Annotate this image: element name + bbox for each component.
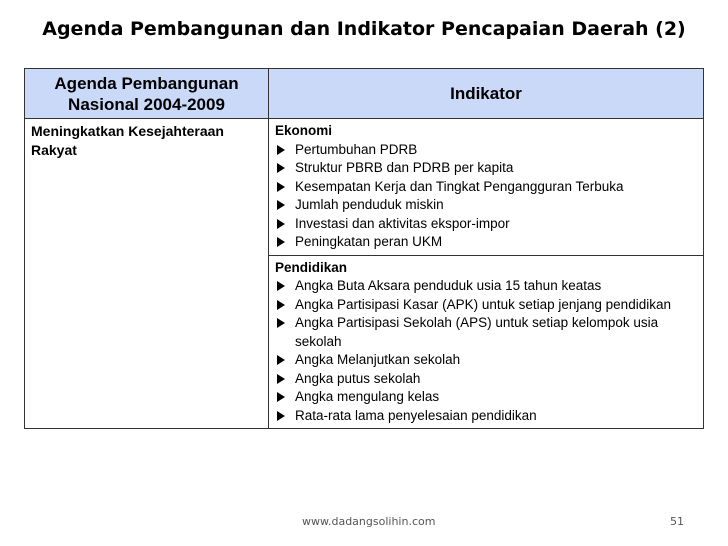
- bullet-arrow-icon: [277, 219, 285, 229]
- list-item: Angka mengulang kelas: [275, 388, 697, 407]
- group-title-ekonomi: Ekonomi: [275, 123, 333, 138]
- header-agenda: Agenda Pembangunan Nasional 2004-2009: [25, 69, 269, 119]
- list-item: Kesempatan Kerja dan Tingkat Pengangguran Terbuka: [275, 178, 697, 197]
- list-item: Investasi dan aktivitas ekspor-impor: [275, 215, 697, 234]
- list-item: Rata-rata lama penyelesaian pendidikan: [275, 407, 697, 426]
- bullet-list-pendidikan: [275, 277, 697, 425]
- list-item: Angka Buta Aksara penduduk usia 15 tahun keatas: [275, 277, 697, 296]
- bullet-arrow-icon: [277, 145, 285, 155]
- bullet-arrow-icon: [277, 163, 285, 173]
- agenda-table: [24, 68, 704, 429]
- slide-title: Agenda Pembangunan dan Indikator Pencapaian Daerah (2): [42, 18, 686, 40]
- bullet-arrow-icon: [277, 182, 285, 192]
- list-item: Pertumbuhan PDRB: [275, 141, 697, 160]
- agenda-label: Meningkatkan Kesejahteraan Rakyat: [31, 123, 224, 158]
- list-item: Struktur PBRB dan PDRB per kapita: [275, 159, 697, 178]
- list-item: Angka Melanjutkan sekolah: [275, 351, 697, 370]
- list-item: Angka Partisipasi Sekolah (APS) untuk setiap kelompok usia sekolah: [275, 314, 697, 351]
- footer-url: www.dadangsolihin.com: [302, 515, 436, 528]
- page-number: 51: [670, 515, 684, 528]
- bullet-arrow-icon: [277, 281, 285, 291]
- bullet-arrow-icon: [277, 374, 285, 384]
- indikator-cell-ekonomi: [269, 119, 704, 256]
- bullet-arrow-icon: [277, 411, 285, 421]
- header-indikator: Indikator: [269, 69, 704, 119]
- bullet-arrow-icon: [277, 355, 285, 365]
- list-item: Angka putus sekolah: [275, 370, 697, 389]
- table-header-row: [25, 69, 704, 119]
- bullet-arrow-icon: [277, 200, 285, 210]
- bullet-arrow-icon: [277, 300, 285, 310]
- bullet-arrow-icon: [277, 318, 285, 328]
- list-item: Angka Partisipasi Kasar (APK) untuk setiap jenjang pendidikan: [275, 296, 697, 315]
- list-item: Peningkatan peran UKM: [275, 233, 697, 252]
- list-item: Jumlah penduduk miskin: [275, 196, 697, 215]
- bullet-arrow-icon: [277, 237, 285, 247]
- bullet-list-ekonomi: [275, 141, 697, 252]
- indikator-cell-pendidikan: [269, 255, 704, 429]
- table-row-ekonomi: [25, 119, 704, 256]
- agenda-cell: [25, 119, 269, 429]
- bullet-arrow-icon: [277, 392, 285, 402]
- group-title-pendidikan: Pendidikan: [275, 259, 348, 275]
